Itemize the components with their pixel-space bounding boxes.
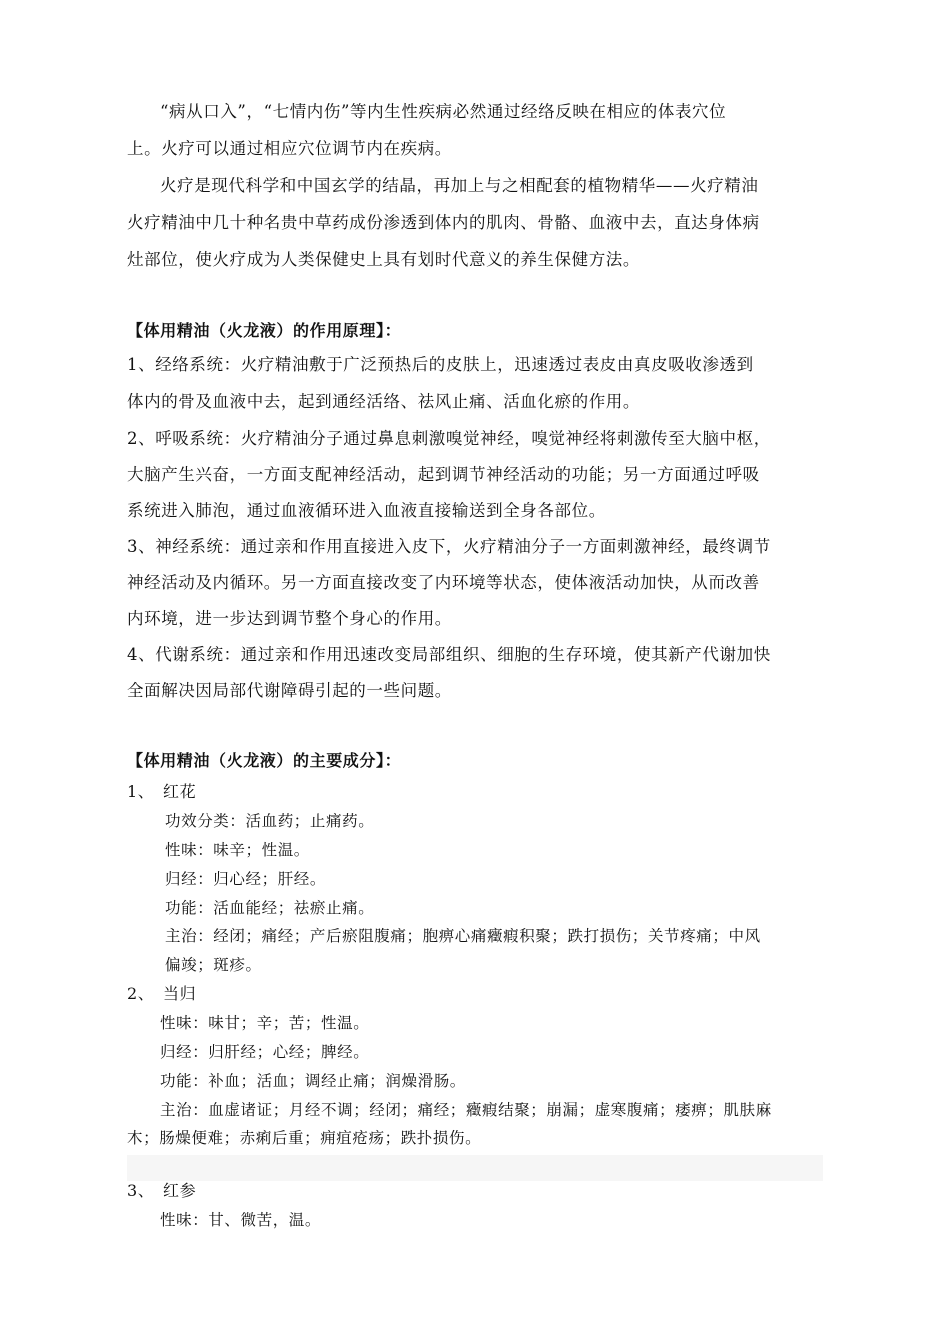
principle-line: 神经活动及内循环。另一方面直接改变了内环境等状态，使体液活动加快，从而改善 (127, 573, 760, 592)
ingredient-detail: 性味：味甘；辛；苦；性温。 (160, 1014, 370, 1032)
principle-line: 系统进入肺泡，通过血液循环进入血液直接输送到全身各部位。 (127, 501, 606, 520)
principle-heading: 【体用精油（火龙液）的作用原理】： (127, 321, 402, 340)
principle-line: 4、代谢系统：通过亲和作用迅速改变局部组织、细胞的生存环境，使其新产代谢加快 (127, 645, 771, 664)
intro-line-5: 灶部位，使火疗成为人类保健史上具有划时代意义的养生保健方法。 (127, 250, 640, 269)
ingredients-heading: 【体用精油（火龙液）的主要成分】： (127, 751, 402, 770)
ingredient-detail: 功能：补血；活血；调经止痛；润燥滑肠。 (160, 1072, 466, 1090)
ingredient-item-3 (127, 1176, 827, 1206)
ingredient-detail: 归经：归肝经；心经；脾经。 (160, 1043, 370, 1061)
ingredient-detail: 功效分类：活血药；止痛药。 (165, 812, 375, 830)
intro-line-2: 上。火疗可以通过相应穴位调节内在疾病。 (127, 139, 452, 158)
principle-line: 体内的骨及血液中去，起到通经活络、祛风止痛、活血化瘀的作用。 (127, 392, 640, 411)
ingredient-detail: 性味：味辛；性温。 (165, 841, 310, 859)
ingredient-number: 2、 (127, 984, 155, 1003)
ingredient-detail: 归经：归心经；肝经。 (165, 870, 327, 888)
ingredient-item-1 (127, 777, 827, 807)
ingredient-name: 红花 (163, 782, 197, 801)
intro-line-1: “病从口入”，“七情内伤”等内生性疾病必然通过经络反映在相应的体表穴位 (160, 102, 727, 121)
principle-line: 2、呼吸系统：火疗精油分子通过鼻息刺激嗅觉神经，嗅觉神经将刺激传至大脑中枢， (127, 429, 771, 448)
principle-line: 1、经络系统：火疗精油敷于广泛预热后的皮肤上，迅速透过表皮由真皮吸收渗透到 (127, 355, 754, 374)
principle-line: 3、神经系统：通过亲和作用直接进入皮下，火疗精油分子一方面刺激神经，最终调节 (127, 537, 771, 556)
ingredient-detail: 偏竣；斑疹。 (165, 956, 262, 974)
principle-line: 大脑产生兴奋，一方面支配神经活动，起到调节神经活动的功能；另一方面通过呼吸 (127, 465, 760, 484)
ingredient-detail: 主治：血虚诸证；月经不调；经闭；痛经；癥瘕结聚；崩漏；虚寒腹痛；痿痹；肌肤麻 (160, 1101, 772, 1119)
ingredient-detail: 性味：甘、微苦，温。 (160, 1211, 322, 1229)
ingredient-name: 红参 (163, 1181, 197, 1200)
ingredient-detail: 功能：活血能经；祛瘀止痛。 (165, 899, 375, 917)
ingredient-item-2 (127, 979, 827, 1009)
principle-line: 全面解决因局部代谢障碍引起的一些问题。 (127, 681, 452, 700)
ingredient-number: 1、 (127, 782, 155, 801)
ingredient-detail: 主治：经闭；痛经；产后瘀阻腹痛；胞痹心痛癥瘕积聚；跌打损伤；关节疼痛；中风 (165, 927, 761, 945)
intro-line-4: 火疗精油中几十种名贵中草药成份渗透到体内的肌肉、骨骼、血液中去，直达身体病 (127, 213, 760, 232)
ingredient-detail-wrap: 木；肠燥便难；赤痢后重；痈疽疮疡；跌扑损伤。 (127, 1129, 482, 1147)
ingredient-name: 当归 (163, 984, 197, 1003)
intro-line-3: 火疗是现代科学和中国玄学的结晶，再加上与之相配套的植物精华——火疗精油 (160, 176, 759, 195)
principle-line: 内环境，进一步达到调节整个身心的作用。 (127, 609, 452, 628)
ingredient-number: 3、 (127, 1181, 155, 1200)
